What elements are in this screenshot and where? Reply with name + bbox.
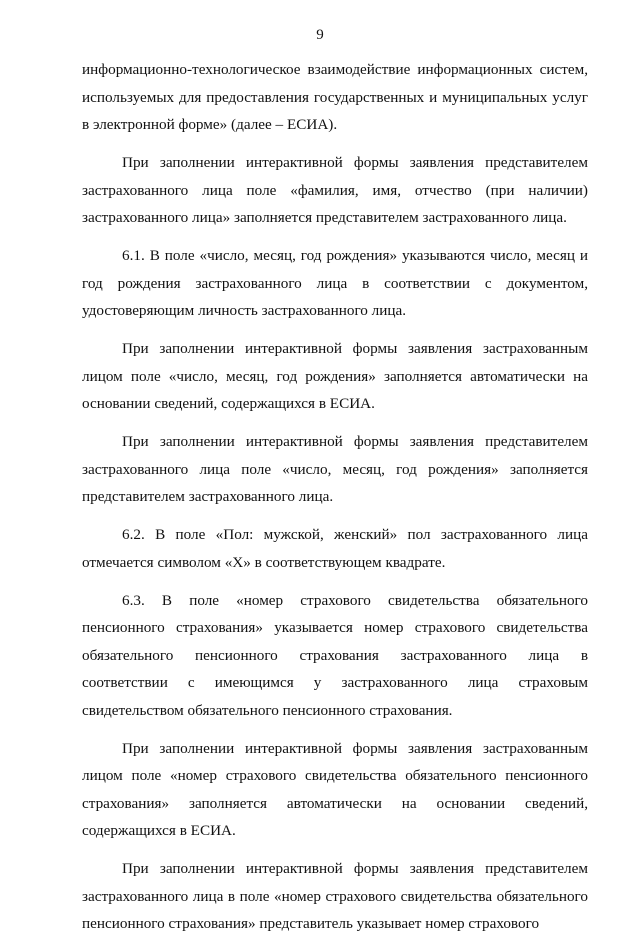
- paragraph-insurance-number-representative: При заполнении интерактивной формы заявления представителем застрахованного лица в поле «номер страхового свидетельства обязательного пенсионного страхования» представитель указывает номер страхового: [82, 860, 588, 932]
- paragraph-6-3-insurance-number: 6.3. В поле «номер страхового свидетельства обязательного пенсионного страхования» указывается номер страхового свидетельства обязательного пенсионного страхования застрахованного лица в соответствии с имеющимся у застрахованного лица страховым свидетельством обязательного пенсионного страхования.: [82, 591, 588, 719]
- paragraph-insurance-number-insured: При заполнении интерактивной формы заявления застрахованным лицом поле «номер страхового свидетельства обязательного пенсионного страхования» заполняется автоматически на основании сведений, содержащихся в ЕСИА.: [82, 739, 588, 839]
- paragraph-6-2-gender: 6.2. В поле «Пол: мужской, женский» пол застрахованного лица отмечается символом «Х» в соответствующем квадрате.: [82, 526, 588, 571]
- page-number: 9: [316, 27, 324, 43]
- paragraph-birth-date-representative: При заполнении интерактивной формы заявления представителем застрахованного лица поле «число, месяц, год рождения» заполняется представителем застрахованного лица.: [82, 433, 588, 505]
- document-body: [82, 56, 588, 948]
- paragraph-birth-date-insured: При заполнении интерактивной формы заявления застрахованным лицом поле «число, месяц, год рождения» заполняется автоматически на основании сведений, содержащихся в ЕСИА.: [82, 340, 588, 412]
- paragraph-name-field-representative: При заполнении интерактивной формы заявления представителем застрахованного лица поле «фамилия, имя, отчество (при наличии) застрахованного лица» заполняется представителем застрахованного лица.: [82, 154, 588, 226]
- paragraph-6-1-birth-date: 6.1. В поле «число, месяц, год рождения» указываются число, месяц и год рождения застрахованного лица в соответствии с документом, удостоверяющим личность застрахованного лица.: [82, 247, 588, 319]
- paragraph-esia-definition: информационно-технологическое взаимодействие информационных систем, используемых для предоставления государственных и муниципальных услуг в электронной форме» (далее – ЕСИА).: [82, 61, 588, 133]
